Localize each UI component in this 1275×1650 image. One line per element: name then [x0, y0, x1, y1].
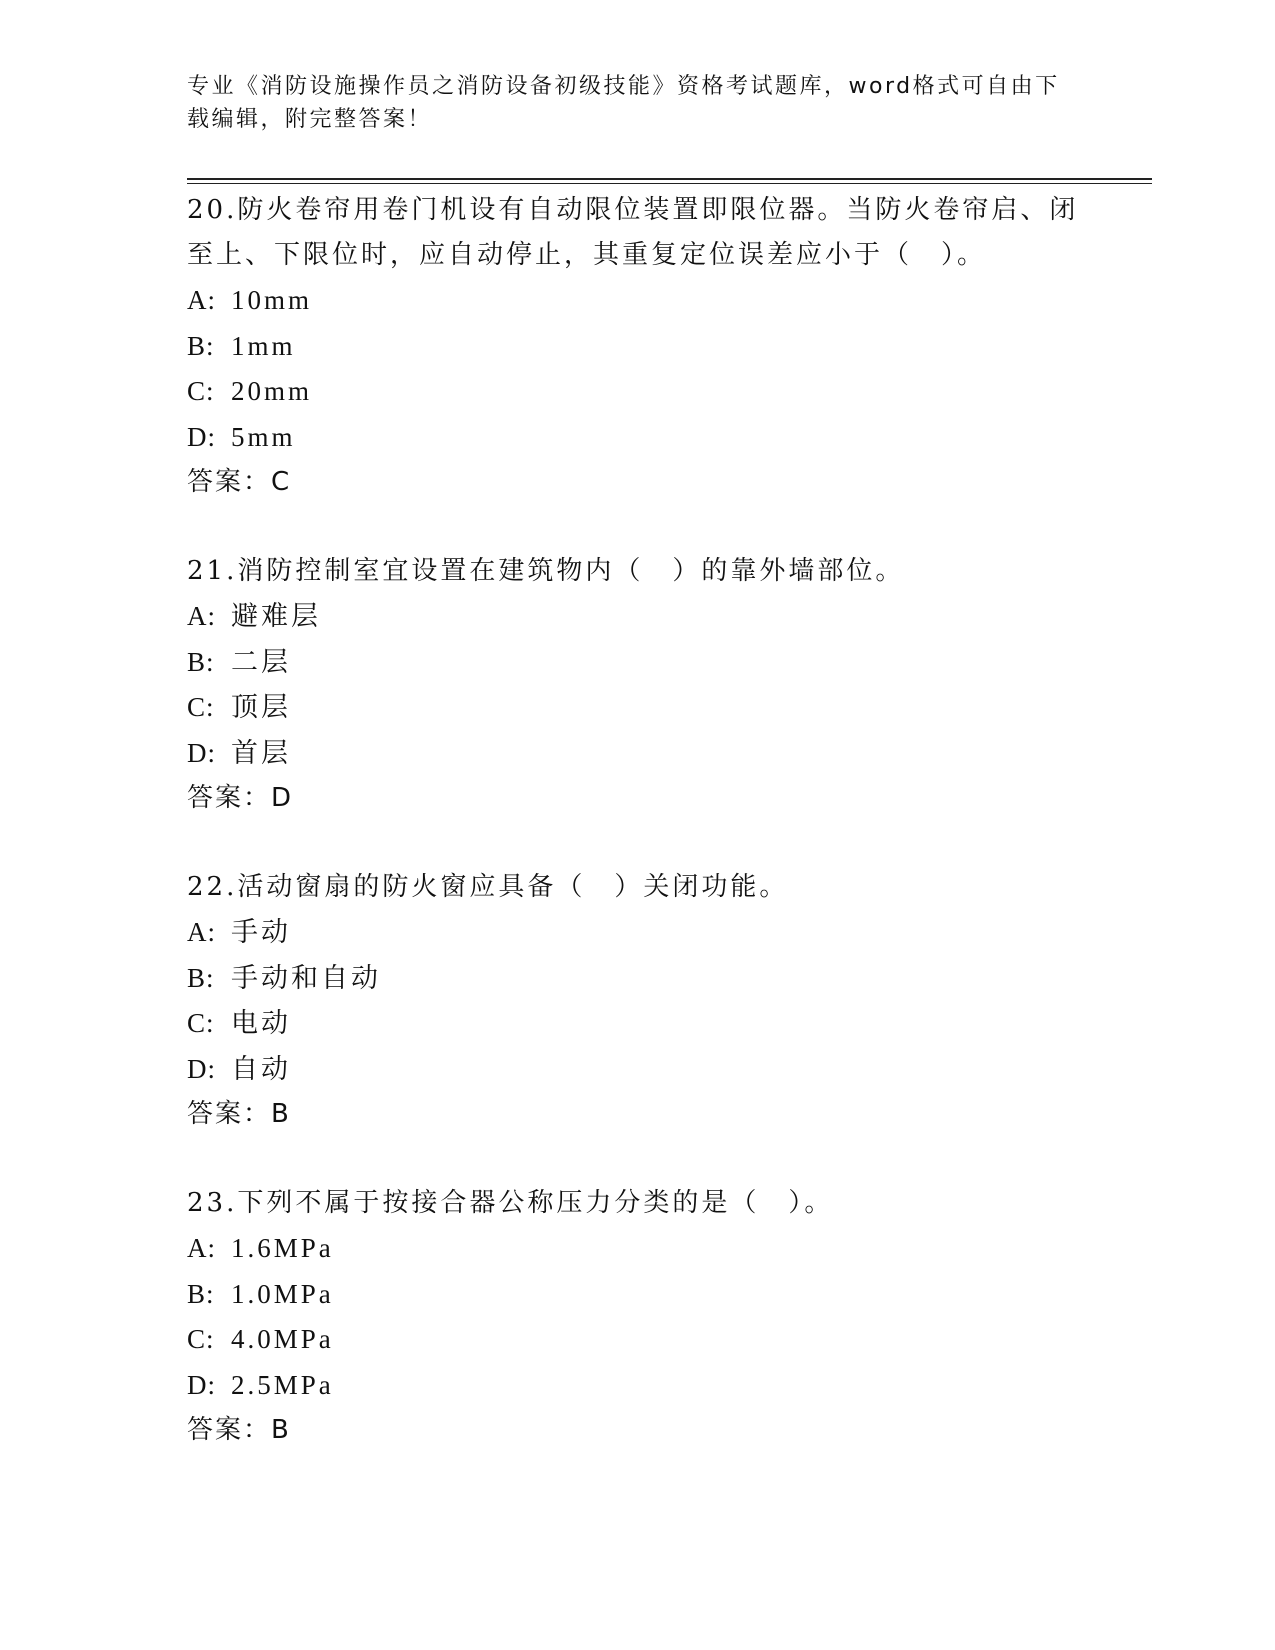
question-stem: 21.消防控制室宜设置在建筑物内（ ）的靠外墙部位。 [187, 556, 905, 586]
answer-line: 答案：B [187, 1099, 291, 1129]
question-20 [187, 188, 1087, 505]
option-c [187, 1001, 1087, 1047]
option-text: 手动和自动 [231, 962, 381, 993]
option-b [187, 956, 1087, 1002]
question-22 [187, 865, 1087, 1137]
question-23 [187, 1181, 1087, 1453]
option-c [187, 1317, 1087, 1363]
document-header: 专业《消防设施操作员之消防设备初级技能》资格考试题库，word格式可自由下载编辑，附完整答案！ [187, 74, 1060, 132]
option-label: C: [187, 1008, 215, 1038]
option-label: A: [187, 285, 216, 315]
header-divider [187, 178, 1152, 184]
option-a [187, 1226, 1087, 1272]
option-text: 电动 [231, 1008, 291, 1038]
option-label: B: [187, 962, 215, 993]
option-label: A: [187, 601, 216, 631]
option-text: 手动 [231, 917, 291, 947]
option-b [187, 324, 1087, 370]
option-c [187, 369, 1087, 415]
option-d [187, 731, 1087, 777]
answer-line: 答案：C [187, 467, 292, 497]
option-text: 二层 [231, 646, 291, 677]
option-text: 20mm [231, 376, 313, 406]
option-label: B: [187, 1278, 215, 1309]
question-stem: 20.防火卷帘用卷门机设有自动限位装置即限位器。当防火卷帘启、闭至上、下限位时，应自动停止，其重复定位误差应小于（ ）。 [187, 195, 1079, 270]
option-text: 避难层 [231, 601, 321, 631]
option-text: 1.0MPa [231, 1278, 334, 1309]
question-list [187, 188, 1087, 1497]
answer-line: 答案：D [187, 783, 294, 813]
option-c [187, 685, 1087, 731]
option-text: 首层 [231, 737, 291, 768]
option-b [187, 1272, 1087, 1318]
option-d [187, 1363, 1087, 1409]
option-text: 自动 [231, 1053, 291, 1084]
option-label: B: [187, 646, 215, 677]
question-21 [187, 549, 1087, 821]
option-label: C: [187, 376, 215, 406]
option-label: D: [187, 1369, 216, 1400]
option-text: 10mm [231, 285, 313, 315]
option-label: C: [187, 1324, 215, 1354]
option-label: A: [187, 917, 216, 947]
option-text: 1.6MPa [231, 1233, 334, 1263]
option-text: 2.5MPa [231, 1369, 334, 1400]
option-label: C: [187, 692, 215, 722]
answer-line: 答案：B [187, 1415, 291, 1445]
option-label: D: [187, 421, 216, 452]
option-text: 5mm [231, 421, 296, 452]
option-b [187, 640, 1087, 686]
option-text: 4.0MPa [231, 1324, 334, 1354]
option-d [187, 415, 1087, 461]
option-a [187, 910, 1087, 956]
option-label: D: [187, 1053, 216, 1084]
question-stem: 23.下列不属于按接合器公称压力分类的是（ ）。 [187, 1188, 834, 1218]
option-label: D: [187, 737, 216, 768]
option-label: B: [187, 330, 215, 361]
question-stem: 22.活动窗扇的防火窗应具备（ ）关闭功能。 [187, 872, 789, 902]
option-a [187, 594, 1087, 640]
option-d [187, 1047, 1087, 1093]
option-text: 顶层 [231, 692, 291, 722]
option-text: 1mm [231, 330, 296, 361]
option-label: A: [187, 1233, 216, 1263]
option-a [187, 278, 1087, 324]
